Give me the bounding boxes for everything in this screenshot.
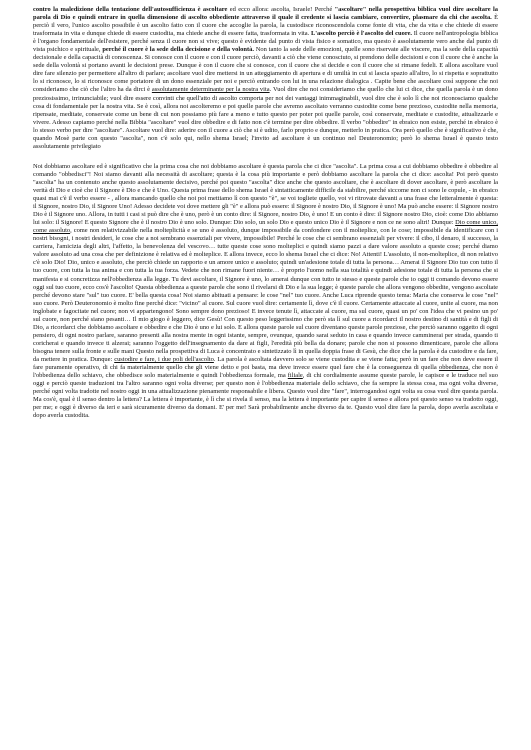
text-run: . Vuol dire che noi consideriamo che quello che lui ci dice, che quella parola è un dono preziosissimo, irrinunciabile; vuol dire essere convinti che quell'atto di ascolto comporta per noi dei vantaggi inimmaginabili, vuol dire che è solo lì che noi riconosciamo qualche cosa di fondamentale per la nostra vita. Se è così, allora noi ascolteremo e poi quelle parole che avremo ascoltato verranno custodite come bene prezioso, custodite nella memoria, ripensate, meditate, conservate come un bene di cui non possiamo più fare a meno e tutto questo per poter poi quelle parole, così conservate, meditate e custodite, attualizzarle e vivere. Adesso capiamo perché nella Bibbia "ascoltare" vuol dire obbedire e di fatto non c'è termine per dire obbedire. Il verbo "obbedire" in ebraico non esiste, perché in ebraico è lo stesso verbo per dire "ascoltare". Ascoltare vuol dire: aderire con il cuore a ciò che si è udito, farlo proprio e dunque, metterlo in pratica. Ora però quello che è significativo è che, quando Mosè parte con questo "ascolta", non c'è solo qui, nello shema Israel; l'invito ad ascoltare è un continuo nel Deuteronomio; però lo shema Israel è questo testo assolutamente privilegiato xyxy=(33,86,499,150)
text-run: , che non è l'obbedienza dello schiavo, che obbedisce solo materialmente e quindi l'obbedienza formale, ma xyxy=(33,364,498,380)
underlined-text-run: filiale xyxy=(287,372,303,380)
text-run: , di chi cordialmente assume queste parole, le capisce e le traduce nel suo oggi e perciò queste traduzioni tra l'altro saranno ogni volta diverse; per questo non è l'obbedienza materiale dello schiavo, che fa sempre la stessa cosa, ma ogni volta diverse, perché ogni volta tradotte nel nostro oggi in una attualizzazione pienamente responsabile e libera. Questo vuol dire "fare", interrogandosi ogni volta su cosa vuol dire questa parola. Ma cos'è, qual è il senso dentro la lettera? La lettera è importante, è lì che si rivela il senso, ma la lettera è importante per capire il senso e allora poi questo senso va tradotto oggi, per me; e oggi è diverso da ieri e sarà sicuramente diverso da domani. E' per me! Sarà probabilmente anche diverso da te. Questo vuol dire fare la parola, dopo averla ascoltata e dopo averla custodita. xyxy=(33,372,498,420)
bold-text-run: contro la maledizione della tentazione dell'autosufficienza è ascoltare xyxy=(33,6,228,13)
underlined-text-run: Dio come unico, come assoluto xyxy=(33,219,498,235)
bold-text-run: L'ascolto perciò è l'ascolto del cuore. xyxy=(310,30,413,38)
text-run: , come non relativizzabile nella molteplicità e se uno è assoluto, dunque impossibile da confondere con il molteplice, con le cose; impossibile da identificare con i nostri bisogni, i nostri desideri, le cose che a noi sembrano essenziali per vivere, impossibile! Perché le cose che ci sembrano essenziali per vivere: il cibo, il denaro, il successo, la carriera, l'amicizia degli altri, l'affetto, la benevolenza del vescovo… tutte queste cose sono molteplici e quindi siamo pazzi a dare valore assoluto a queste cose; perché diamo valore assoluto ad una cosa che per definizione è relativa ed è molteplice. E allora invece, ecco lo shema Israel che ci dice: No! Attenti! L'assoluto, il non-molteplice, di non relativo c'è solo Dio! Dio, unico e assoluto, che perciò chiede un rapporto e un amore unico e assoluto; quindi un'adesione totale di tutta la persona… Amerai il Signore Dio tuo con tutto il tuo cuore, con tutta la tua anima e con tutta la tua forza. Vedete che non rimane fuori niente… è proprio l'uomo nella sua totalità e quindi adesione totale di tutta la persona che si manifesta e si concretizza nell'obbedienza alla legge. Tu devi ascoltare, il Signore è uno, lo amerai dunque con tutto te stesso e queste parole che io oggi ti comando devono essere oggi sul tuo cuore, ecco cos'è l'ascolto! Questa obbedienza a queste parole che sono il rivelarsi di Dio e la sua legge; è queste parole che allora vengono obbedite, vengono ascoltate perché devono stare "sul" tuo cuore. E' bella questa cosa! Noi siamo abituati a pensare: le cose "nel" tuo cuore. Anche Luca riprende questo tema: Maria che conserva le cose "nel" suo cuore. Però Deuteronomio è molto fine perché dice: "vicino" al cuore. Sul cuore vuol dire: certamente lì, dove c'è il cuore. Certamente attaccate al cuore, unite al cuore, ma non inglobate e fagocitate nel cuore; non vi appartengono! Sono sempre dono prezioso! E invece tenute lì, attaccate al cuore, ma sul cuore, quasi un po' con l'idea che vi pesino un po' sul cuore, non perché siano pesanti… Il mio giogo è leggero, dice Gesù! Con questo peso leggerissimo che però sta lì sul cuore a ricordarci il nostro destino di santità e di figli di Dio, a ricordarci che dobbiamo ascoltare e obbedire e che Dio è uno e lui solo. E allora queste parole sul cuore diventano queste parole preziose, che perciò saranno oggetto di ogni pensiero, di ogni nostro parlare, saranno presenti alla nostra mente in ogni istante, sempre, ovunque, quando sarai seduto in casa e quando invece camminerai per strada, quando ti coricherai e quando invece ti alzerai; saranno l'oggetto dell'insegnamento da dare ai figli, l'eredità più bella da donare; parole che non si possono dimenticare, parole che allora bisogna tenere sulla fronte e sulle mani Questo nella prospettiva di Luca è concentrato e sintetizzato lì in quella doppia frase di Gesù, che dice che la parola è da custodire e da fare, da mettere in pratica. Dunque: xyxy=(33,227,498,363)
text-run: Noi dobbiamo ascoltare ed è significativo che la prima cosa che noi dobbiamo ascoltare è questa parola che ci dice "ascolta". La prima cosa a cui dobbiamo obbedire è obbedire al comando "obbedisci"! Noi siamo davanti alla necessità di ascoltare; questa è la cosa più importante e però dobbiamo ascoltare la parola che ci dice: ascolta! Poi però questo "ascolta" ha un contenuto anche questo assolutamente decisivo, perché poi questo "ascolta" dice anche che questo ascoltare, che è ascoltare di dover ascoltare, è però ascoltare la verità di Dio e cioè che il Signore è Dio e che è Uno. Questa prima frase dello shema Israel è sintatticamente difficile da stabilire, perché siccome non ci sono le copule, - in ebraico quasi mai c'è il verbo essere - , allora mancando quello che noi poi mettiamo lì con questo "è", se voi togliete quello, voi vi ritrovate davanti a una frase che letteralmente è questa: il Signore, nostro Dio, il Signore Uno! Adesso decidete voi dove mettere gli "è" e allora può essere: il Signore è nostro Dio, il Signore è uno! Ma può anche essere: il Signore nostro Dio è il Signore uno. Allora, in tutti i casi si può dire che è uno, però è un conto dire: il Signore, nostro Dio, è uno! E un conto è dire: il Signore nostro Dio, cioè: come Dio abbiamo lui solo: il Signore! E questo Signore che è il nostro Dio è uno solo. Dunque: Dio solo, un solo Dio e questo unico Dio è il Signore e non ce ne sono altri! Dunque: xyxy=(33,162,498,227)
paragraph-2 xyxy=(33,163,498,421)
text-run: Non tanto la sede delle emozioni, quelle sono riservate alle viscere, ma la sede della capacità decisionale e della capacità di conoscenza. Si conosce con il cuore e con il cuore perciò, davanti a ciò che viene conosciuto, si prendono delle decisioni e con il cuore che è anche la sede della volontà si portano avanti le decisioni prese. Dunque è con il cuore che si conosce, con il cuore che si decide e con il cuore che si rimane fedeli. E allora ascoltare vuol dire fare silenzio per permettere all'altro di parlare; ascoltare vuol dire mettersi in un atteggiamento di apertura e di umiltà in cui si lascia spazio all'altro, lo si rispetta e soprattutto lo si riconosce, lo si riconosce come portatore di un dono essenziale per noi e perciò entrando con lui in una relazione dialogica . Capite bene che ascoltare così suppone che noi consideriamo che ciò che l'altro ha da dirci è xyxy=(33,46,498,94)
underlined-text-run: assolutamente determinante per la nostra vita xyxy=(151,86,270,94)
bold-text-run: "ascoltare" nella prospettiva biblica vuol dire ascoltare la parola di Dio e quindi entrare in quella dimensione di ascolto obbediente attraverso il quale il credente si lascia cambiare, convertire, plasmare da chi che ascolta. xyxy=(33,6,498,22)
text-run: . La parola è ascoltata davvero solo se viene custodita e se viene fatta; però in un fare che non deve essere il fare puramente operativo, di chi fa materialmente quello che gli viene detto e poi basta, ma deve invece essere quel fare che è la conseguenza di quella xyxy=(33,355,498,372)
paragraph-1 xyxy=(33,6,498,151)
text-run: È perciò il vero, l'unico ascolto possibile è un ascolto fatto con il cuore che accoglie la parola, la custodisce riconoscendola come fonte di vita, che da vita e che chiede di essere trasformata in vita e dunque chiede di essere custodita, ma chiede anche di essere fatta, trasformata in vita. xyxy=(33,14,498,38)
text-run: ed ecco allora: ascolta, Israele! Perché xyxy=(227,6,335,13)
underlined-text-run: custodire e fare, i due poli dell'ascolto xyxy=(114,355,214,363)
bold-text-run: perché il cuore è la sede della decisione e della volontà. xyxy=(102,46,254,54)
underlined-text-run: obbedienza xyxy=(438,364,469,372)
text-run: Il cuore nell'antropologia biblica è l'organo fondamentale dell'esistere, perché senza il cuore non si vive; questo è evidente dal punto di vista fisico e somatico, ma questo è assolutamente vero anche dal punto di vista psichico e spirituale, xyxy=(33,30,498,54)
